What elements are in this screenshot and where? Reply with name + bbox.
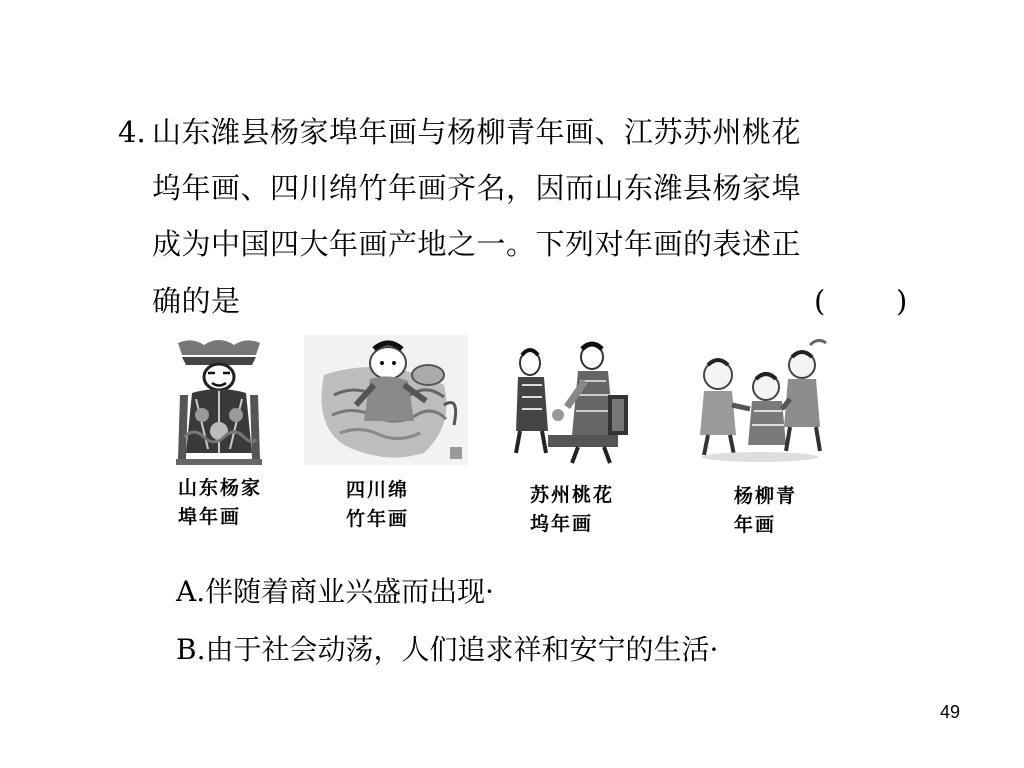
figure-caption: 杨柳青 年画	[734, 485, 798, 536]
question-line: 成为中国四大年画产地之一。下列对年画的表述正	[152, 227, 802, 261]
taohuawu-print-image	[508, 335, 632, 465]
question-number: 4.	[118, 115, 146, 149]
option-b: B.由于社会动荡，人们追求祥和安宁的生活·	[176, 633, 719, 666]
yangliuqing-print-image	[690, 335, 830, 465]
answer-paren-close: )	[896, 284, 908, 318]
figure-caption: 苏州桃花 坞年画	[530, 484, 615, 535]
question-line: 坞年画、四川绵竹年画齐名，因而山东潍县杨家埠	[152, 171, 802, 205]
question-line: 山东潍县杨家埠年画与杨柳青年画、江苏苏州桃花	[152, 115, 802, 149]
page-number: 49	[940, 702, 961, 722]
option-a: A.伴随着商业兴盛而出现·	[176, 575, 495, 608]
answer-paren-open: (	[814, 284, 826, 318]
figure-caption: 四川绵 竹年画	[346, 479, 410, 530]
question-line: 确的是	[152, 284, 241, 318]
figure-caption: 山东杨家 埠年画	[178, 477, 263, 528]
mianzhu-print-image	[304, 335, 468, 465]
yangjiabu-print-image	[172, 335, 266, 465]
